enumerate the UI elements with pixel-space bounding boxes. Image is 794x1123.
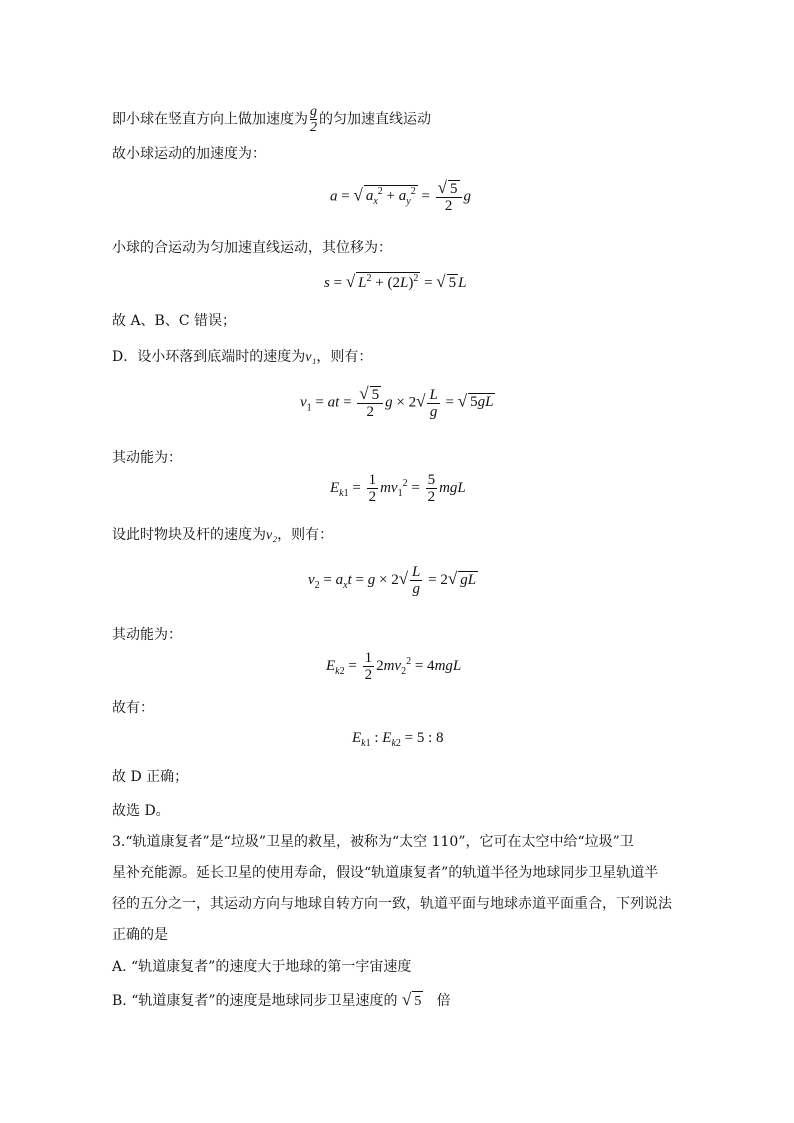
text-line: 小球的合运动为匀加速直线运动，其位移为：	[112, 240, 392, 256]
equation-acceleration: a = √ $a_x^2 + a_y^2$ = $\frac{√ 5}{2}$ g	[330, 178, 471, 214]
text-line: 故有：	[112, 700, 154, 716]
equation-ek2: $E_{k2}$ = $\frac{1}{2}$ $2mv_2^2 = 4mgL$	[326, 650, 462, 683]
text-segment: D．设小环落到底端时的速度为	[112, 349, 306, 365]
question-3-line-4: 正确的是	[112, 927, 168, 943]
fraction-denominator: 2	[310, 120, 317, 135]
text-line	[112, 347, 372, 368]
text-line: 故选 D。	[112, 803, 170, 819]
sqrt-expression: √ 5	[402, 994, 423, 1009]
text-line: 故 D 正确；	[112, 769, 189, 785]
fraction-numerator: g	[310, 104, 317, 119]
question-3-line-3: 径的五分之一，其运动方向与地球自转方向一致，轨道平面与地球赤道平面重合，下列说法	[112, 896, 672, 912]
option-b	[112, 990, 451, 1012]
equation-ek1: $E_{k1}$ = $\frac{1}{2}$ $mv_1^2$ = $\frac{5}{2}$ mgL	[330, 472, 466, 505]
text-line: 故小球运动的加速度为：	[112, 146, 266, 162]
equation-ratio: $E_{k1}$ : $E_{k2} = 5$ : 8	[352, 730, 444, 749]
text-segment: ，则有：	[277, 527, 334, 543]
variable-v2: v₂	[266, 528, 278, 543]
text-segment: 即小球在竖直方向上做加速度为	[112, 111, 308, 128]
text-segment: ，则有：	[316, 349, 373, 365]
equation-v2: $v_2 = a_xt = g \times 2√$ $\frac{L}{g}$ = 2√ gL	[308, 564, 477, 597]
equation-v1: $v_1$ = at = $\frac{√ 5}{2}$ g × 2√ $\frac{L}{g}$ = √ 5gL	[300, 384, 494, 420]
text-segment: B. “轨道康复者”的速度是地球同步卫星速度的	[112, 993, 398, 1009]
text-line	[112, 104, 431, 135]
text-line	[112, 525, 333, 546]
text-line: 其动能为：	[112, 627, 182, 643]
text-line: 故 A、B、C 错误；	[112, 313, 237, 329]
variable-v1: v₁	[305, 350, 317, 365]
fraction	[310, 104, 317, 135]
text-line: 其动能为：	[112, 450, 182, 466]
sqrt-radicand: 5	[412, 991, 423, 1012]
equation-displacement: s = √ $L^2 + (2L)^2$ = √ 5 L	[324, 272, 467, 291]
question-3-line-1: 3.“轨道康复者”是“垃圾”卫星的救星，被称为“太空 110”，它可在太空中给“垃圾”卫	[112, 834, 634, 850]
text-segment: 设此时物块及杆的速度为	[112, 527, 266, 543]
option-a: A. “轨道康复者”的速度大于地球的第一宇宙速度	[112, 959, 412, 975]
text-segment: 的匀加速直线运动	[319, 111, 431, 128]
question-3-line-2: 星补充能源。延长卫星的使用寿命，假设“轨道康复者”的轨道半径为地球同步卫星轨道半	[112, 865, 659, 881]
text-segment: 倍	[436, 993, 451, 1009]
